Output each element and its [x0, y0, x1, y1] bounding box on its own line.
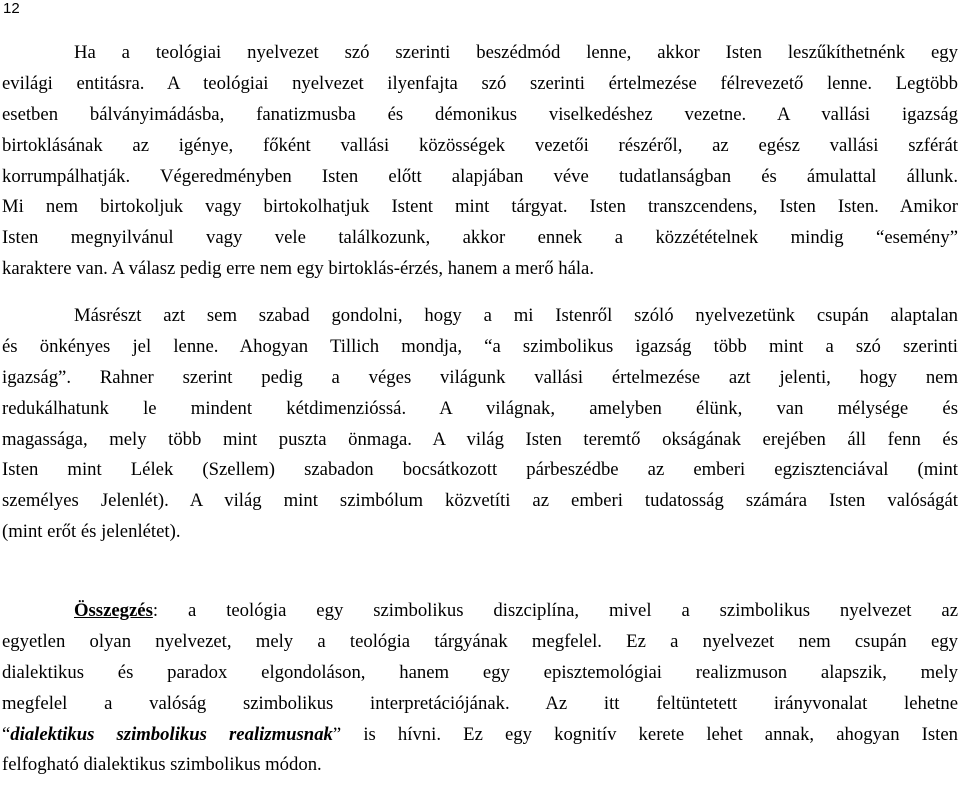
- paragraph-line: dialektikus és paradox elgondoláson, hanem egy episztemológiai realizmuson alapszik, mely: [2, 661, 958, 683]
- paragraph-line: Isten mint Lélek (Szellem) szabadon bocsátkozott párbeszédbe az emberi egzisztenciával (mint: [2, 459, 958, 481]
- paragraph-line: korrumpálhatják. Végeredményben Isten előtt alapjában véve tudatlanságban és ámulattal állunk.: [2, 165, 958, 187]
- summary-paragraph: [2, 596, 958, 781]
- paragraph-line: személyes Jelenlét). A világ mint szimbólum közvetíti az emberi tudatosság számára Isten valóságát: [2, 490, 958, 512]
- paragraph-line: Mi nem birtokoljuk vagy birtokolhatjuk Istent mint tárgyat. Isten transzcendens, Isten Isten. Amikor: [2, 196, 958, 218]
- paragraph-line: és önkényes jel lenne. Ahogyan Tillich mondja, “a szimbolikus igazság több mint a szó szerinti: [2, 335, 958, 357]
- paragraph-line: Másrészt azt sem szabad gondolni, hogy a mi Istenről szóló nyelvezetünk csupán alaptalan: [74, 305, 958, 326]
- paragraph-line: (mint erőt és jelenlétet).: [2, 521, 181, 543]
- paragraph-2: [2, 301, 958, 548]
- line-text: ” is hívni. Ez egy kognitív kerete lehet annak, ahogyan Isten: [332, 723, 958, 745]
- open-quote: “: [2, 723, 11, 745]
- paragraph-line: magassága, mely több mint puszta önmaga. A világ Isten teremtő okságának erejében áll fenn és: [2, 428, 958, 450]
- paragraph-line: megfelel a valóság szimbolikus interpretációjának. Az itt feltüntetett irányvonalat lehetne: [2, 692, 958, 714]
- paragraph-line: Isten megnyilvánul vagy vele találkozunk, akkor ennek a közzétételnek mindig “esemény”: [2, 227, 958, 249]
- paragraph-line: karaktere van. A válasz pedig erre nem egy birtoklás-érzés, hanem a merő hála.: [2, 258, 595, 280]
- paragraph-line: birtoklásának az igénye, főként vallási közösségek vezetői részéről, az egész vallási szférát: [2, 134, 958, 156]
- key-term: dialektikus szimbolikus realizmusnak: [10, 723, 333, 745]
- summary-line: [2, 596, 958, 627]
- paragraph-line: felfogható dialektikus szimbolikus módon.: [2, 754, 322, 776]
- paragraph-line: Ha a teológiai nyelvezet szó szerinti beszédmód lenne, akkor Isten leszűkíthetnénk egy: [74, 42, 958, 63]
- summary-label: Összegzés: [74, 600, 153, 621]
- paragraph-line: redukálhatunk le mindent kétdimenzióssá. A világnak, amelyben élünk, van mélysége és: [2, 397, 958, 419]
- paragraph-1: [2, 38, 958, 285]
- page-number: 12: [3, 0, 20, 17]
- paragraph-line: esetben bálványimádásba, fanatizmusba és démonikus viselkedéshez vezetne. A vallási igazság: [2, 103, 958, 125]
- paragraph-line: igazság”. Rahner szerint pedig a véges világunk vallási értelmezése azt jelenti, hogy nem: [2, 366, 958, 388]
- summary-line-text: : a teológia egy szimbolikus diszciplína, mivel a szimbolikus nyelvezet az: [152, 600, 958, 621]
- paragraph-line: [2, 720, 958, 751]
- paragraph-line: egyetlen olyan nyelvezet, mely a teológia tárgyának megfelel. Ez a nyelvezet nem csupán egy: [2, 630, 958, 652]
- paragraph-line: evilági entitásra. A teológiai nyelvezet ilyenfajta szó szerinti értelmezése félrevezető lenne. Legtöbb: [2, 72, 958, 94]
